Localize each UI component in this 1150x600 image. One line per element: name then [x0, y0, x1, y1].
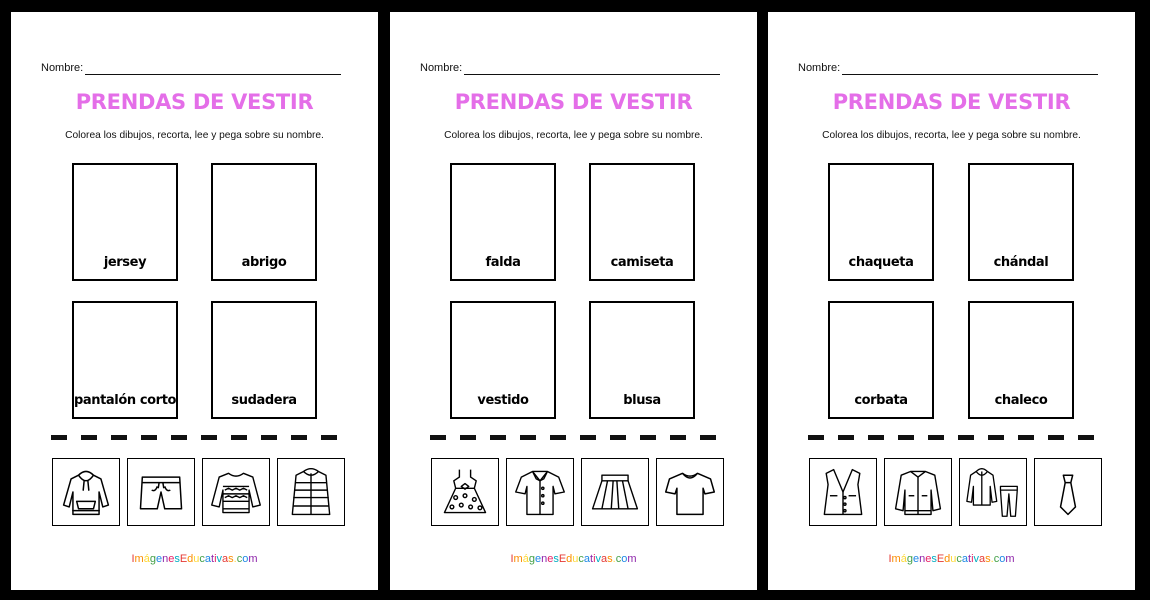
- paste-box: [968, 301, 1074, 419]
- cut-dash: [141, 435, 157, 440]
- paste-box: [211, 163, 317, 281]
- box-label: abrigo: [241, 255, 287, 270]
- cut-line: [808, 435, 1098, 441]
- cut-dash: [808, 435, 824, 440]
- cut-dash: [1048, 435, 1064, 440]
- cut-dash: [490, 435, 506, 440]
- box-label: falda: [485, 255, 521, 270]
- worksheet-title: PRENDAS DE VESTIR: [832, 90, 1071, 114]
- cut-dash: [868, 435, 884, 440]
- paste-box: [589, 163, 695, 281]
- cut-dash: [111, 435, 127, 440]
- cut-dash: [610, 435, 626, 440]
- box-label: sudadera: [231, 393, 297, 408]
- cut-dash: [580, 435, 596, 440]
- name-label: Nombre:: [41, 62, 84, 74]
- dress-icon: [431, 458, 499, 526]
- footer-text: ImágenesEducativas.com: [888, 553, 1015, 565]
- cut-dash: [550, 435, 566, 440]
- cut-dash: [261, 435, 277, 440]
- footer-text: ImágenesEducativas.com: [131, 553, 258, 565]
- name-label: Nombre:: [420, 62, 463, 74]
- instruction-text: Colorea los dibujos, recorta, lee y pega sobre su nombre.: [822, 130, 1081, 141]
- name-label: Nombre:: [798, 62, 841, 74]
- skirt-icon: [581, 458, 649, 526]
- tie-icon: [1034, 458, 1102, 526]
- worksheet-title: PRENDAS DE VESTIR: [454, 90, 693, 114]
- instruction-text: Colorea los dibujos, recorta, lee y pega sobre su nombre.: [444, 130, 703, 141]
- box-label: jersey: [103, 255, 147, 270]
- paste-box: [968, 163, 1074, 281]
- cut-dash: [81, 435, 97, 440]
- cut-dash: [640, 435, 656, 440]
- box-label: chaqueta: [848, 255, 914, 270]
- shorts-icon: [127, 458, 195, 526]
- vest-icon: [809, 458, 877, 526]
- tracksuit-icon: [959, 458, 1027, 526]
- worksheet-1: [11, 12, 378, 590]
- paste-box: [211, 301, 317, 419]
- cut-line: [51, 435, 341, 441]
- website-footer: [390, 553, 757, 565]
- hoodie-icon: [52, 458, 120, 526]
- paste-box: [72, 301, 178, 419]
- sweater-icon: [202, 458, 270, 526]
- footer-text: ImágenesEducativas.com: [510, 553, 637, 565]
- cut-dash: [1018, 435, 1034, 440]
- cut-dash: [51, 435, 67, 440]
- cut-dash: [700, 435, 716, 440]
- cut-dash: [958, 435, 974, 440]
- box-label: camiseta: [610, 255, 674, 270]
- worksheet-3: [768, 12, 1135, 590]
- cut-dash: [291, 435, 307, 440]
- name-line: [464, 74, 720, 75]
- name-line: [842, 74, 1098, 75]
- puffer-coat-icon: [277, 458, 345, 526]
- paste-box: [450, 301, 556, 419]
- paste-box: [450, 163, 556, 281]
- cut-dash: [430, 435, 446, 440]
- website-footer: [768, 553, 1135, 565]
- cut-dash: [520, 435, 536, 440]
- cut-dash: [838, 435, 854, 440]
- paste-box: [828, 301, 934, 419]
- paste-box: [589, 301, 695, 419]
- cut-dash: [988, 435, 1004, 440]
- cut-dash: [670, 435, 686, 440]
- box-label: chándal: [993, 255, 1049, 270]
- cut-dash: [460, 435, 476, 440]
- name-line: [85, 74, 341, 75]
- cut-line: [430, 435, 720, 441]
- paste-box: [72, 163, 178, 281]
- box-label: vestido: [477, 393, 529, 408]
- cut-dash: [231, 435, 247, 440]
- box-label: chaleco: [994, 393, 1048, 408]
- jacket-icon: [884, 458, 952, 526]
- blouse-icon: [506, 458, 574, 526]
- website-footer: [11, 553, 378, 565]
- paste-box: [828, 163, 934, 281]
- box-label: corbata: [854, 393, 908, 408]
- instruction-text: Colorea los dibujos, recorta, lee y pega sobre su nombre.: [65, 130, 324, 141]
- cut-dash: [171, 435, 187, 440]
- cut-dash: [321, 435, 337, 440]
- cut-dash: [898, 435, 914, 440]
- cut-dash: [201, 435, 217, 440]
- box-label: pantalón corto: [73, 393, 177, 408]
- worksheet-2: [390, 12, 757, 590]
- cut-dash: [928, 435, 944, 440]
- worksheet-title: PRENDAS DE VESTIR: [75, 90, 314, 114]
- cut-dash: [1078, 435, 1094, 440]
- tshirt-icon: [656, 458, 724, 526]
- box-label: blusa: [623, 393, 661, 408]
